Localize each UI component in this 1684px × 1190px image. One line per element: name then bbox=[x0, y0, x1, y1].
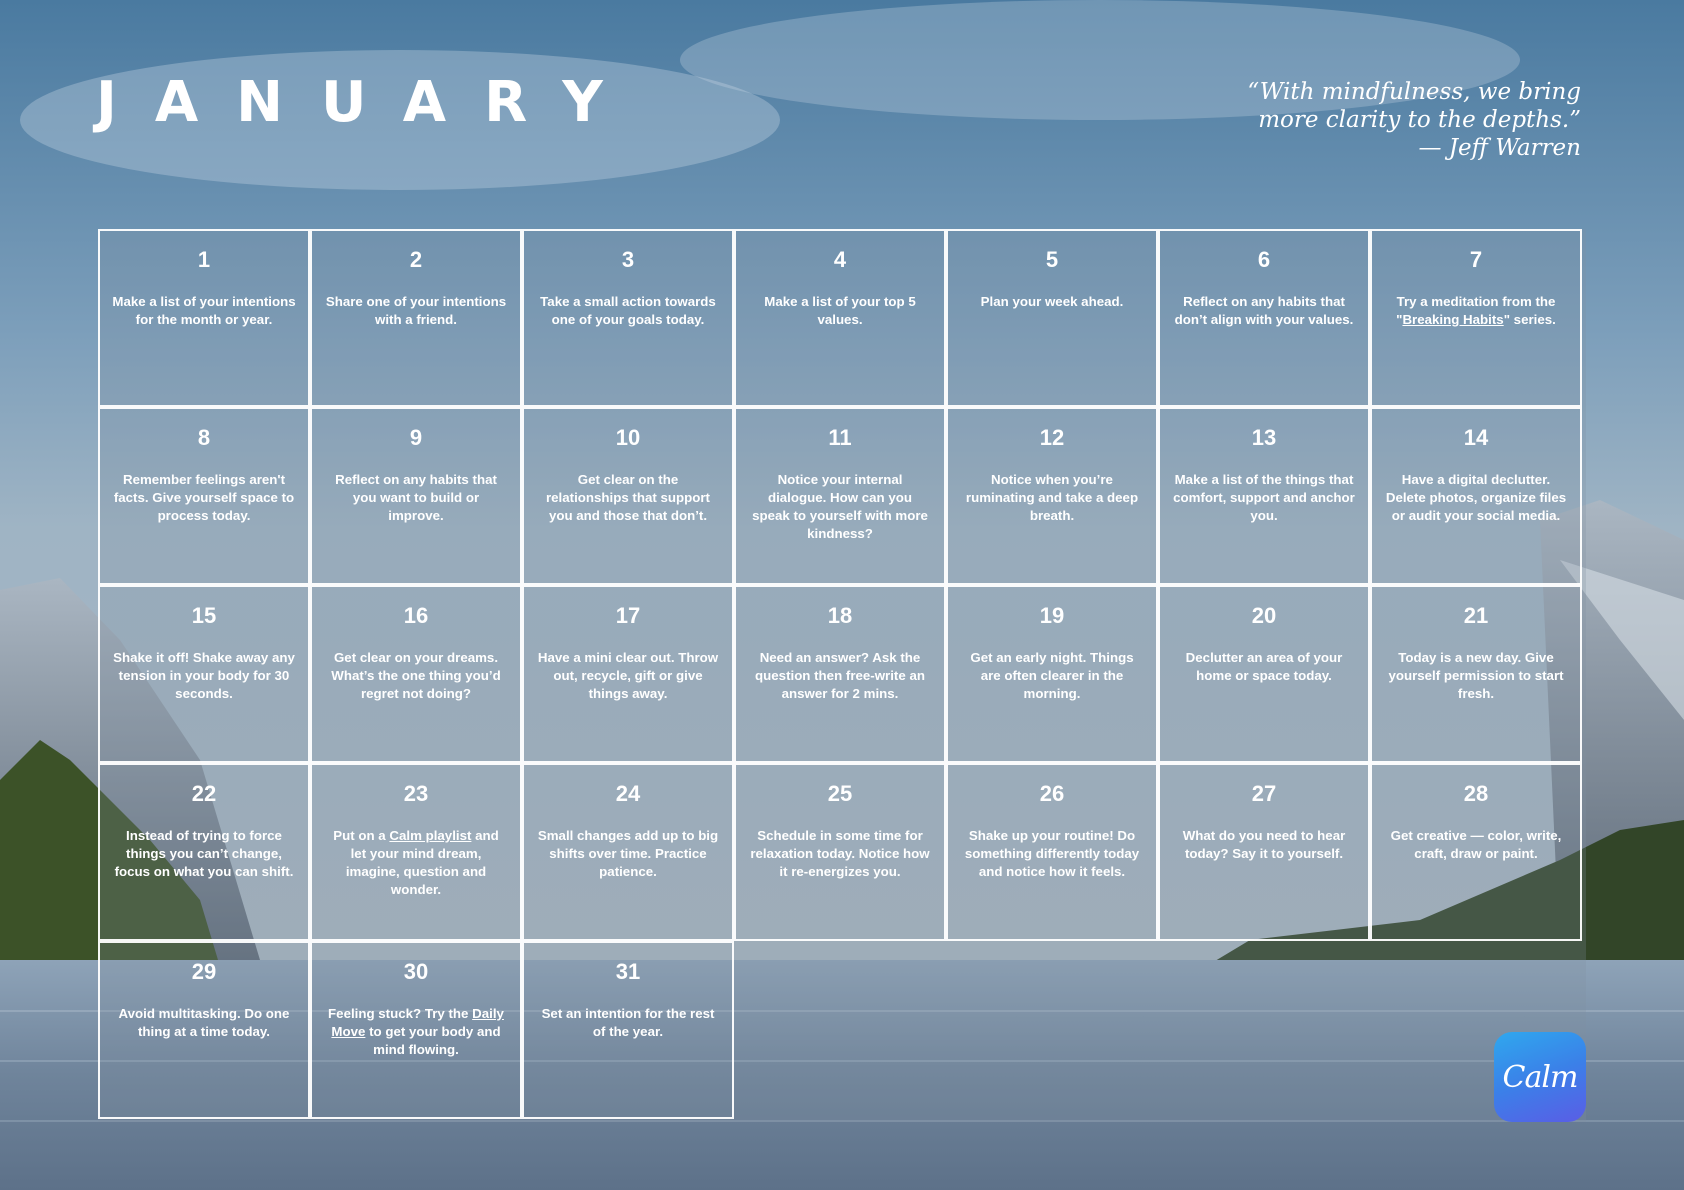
day-cell-15 bbox=[98, 585, 310, 763]
day-prompt-text: Share one of your intentions with a friend. bbox=[325, 294, 507, 327]
day-prompt bbox=[112, 827, 296, 881]
day-prompt-text: Get clear on the relationships that support you and those that don’t. bbox=[545, 472, 710, 523]
day-number: 13 bbox=[1251, 425, 1277, 450]
day-cell-26 bbox=[946, 763, 1158, 941]
day-cell-24 bbox=[522, 763, 734, 941]
day-prompt bbox=[1172, 471, 1356, 525]
day-cell-11 bbox=[734, 407, 946, 585]
day-number: 17 bbox=[615, 603, 641, 628]
day-cell-17 bbox=[522, 585, 734, 763]
day-prompt-link[interactable]: Breaking Habits bbox=[1402, 312, 1504, 327]
day-prompt bbox=[1384, 293, 1568, 329]
day-cell-7 bbox=[1370, 229, 1582, 407]
day-prompt bbox=[324, 1005, 508, 1059]
day-prompt-link[interactable]: Calm playlist bbox=[389, 828, 472, 843]
day-prompt-text: Take a small action towards one of your goals today. bbox=[540, 294, 716, 327]
day-prompt-text: Reflect on any habits that you want to build or improve. bbox=[335, 472, 497, 523]
day-prompt-text: Get creative — color, write, craft, draw or paint. bbox=[1390, 828, 1562, 861]
calendar-grid bbox=[98, 229, 1586, 1122]
quote bbox=[1021, 78, 1581, 162]
day-cell-21 bbox=[1370, 585, 1582, 763]
day-cell-10 bbox=[522, 407, 734, 585]
day-prompt-text: Get an early night. Things are often clearer in the morning. bbox=[970, 650, 1134, 701]
day-cell-9 bbox=[310, 407, 522, 585]
day-prompt-text: Put on a bbox=[333, 828, 390, 843]
day-number: 24 bbox=[615, 781, 641, 806]
day-cell-4 bbox=[734, 229, 946, 407]
day-prompt-text: " series. bbox=[1503, 312, 1556, 327]
day-cell-3 bbox=[522, 229, 734, 407]
day-number: 4 bbox=[833, 247, 847, 272]
day-cell-20 bbox=[1158, 585, 1370, 763]
day-prompt-text: Have a digital declutter. Delete photos, organize files or audit your social media. bbox=[1385, 472, 1567, 523]
day-prompt-text: Make a list of your top 5 values. bbox=[764, 294, 916, 327]
day-number: 1 bbox=[197, 247, 211, 272]
day-prompt-text: Small changes add up to big shifts over time. Practice patience. bbox=[537, 828, 719, 879]
day-prompt-text: Set an intention for the rest of the year. bbox=[541, 1006, 715, 1039]
day-prompt bbox=[960, 827, 1144, 881]
day-prompt bbox=[1384, 471, 1568, 525]
day-prompt bbox=[536, 827, 720, 881]
day-number: 28 bbox=[1463, 781, 1489, 806]
day-cell-14 bbox=[1370, 407, 1582, 585]
day-number: 18 bbox=[827, 603, 853, 628]
day-cell-23 bbox=[310, 763, 522, 941]
quote-line-1: “With mindfulness, we bring bbox=[1247, 79, 1581, 105]
day-prompt-text: to get your body and mind flowing. bbox=[365, 1024, 501, 1057]
day-cell-28 bbox=[1370, 763, 1582, 941]
day-prompt bbox=[1172, 649, 1356, 685]
day-prompt-text: and let your mind dream, imagine, question and wonder. bbox=[345, 828, 499, 897]
day-number: 21 bbox=[1463, 603, 1489, 628]
day-prompt bbox=[1172, 827, 1356, 863]
day-number: 15 bbox=[191, 603, 217, 628]
day-prompt-text: Have a mini clear out. Throw out, recycle, gift or give things away. bbox=[537, 650, 719, 701]
day-prompt bbox=[748, 471, 932, 543]
day-cell-18 bbox=[734, 585, 946, 763]
day-prompt-text: Plan your week ahead. bbox=[980, 294, 1124, 309]
day-cell-16 bbox=[310, 585, 522, 763]
day-cell-1 bbox=[98, 229, 310, 407]
day-prompt bbox=[536, 293, 720, 329]
day-number: 22 bbox=[191, 781, 217, 806]
day-prompt-text: What do you need to hear today? Say it to yourself. bbox=[1182, 828, 1346, 861]
day-prompt-text: Reflect on any habits that don’t align with your values. bbox=[1174, 294, 1354, 327]
day-prompt-text: Today is a new day. Give yourself permission to start fresh. bbox=[1388, 650, 1564, 701]
day-number: 10 bbox=[615, 425, 641, 450]
day-prompt bbox=[536, 649, 720, 703]
day-number: 26 bbox=[1039, 781, 1065, 806]
day-prompt-text: Remember feelings aren't facts. Give yourself space to process today. bbox=[113, 472, 295, 523]
day-prompt-link[interactable]: Daily Move bbox=[331, 1006, 504, 1039]
day-prompt bbox=[324, 471, 508, 525]
day-cell-5 bbox=[946, 229, 1158, 407]
day-prompt-text: Shake up your routine! Do something differently today and notice how it feels. bbox=[964, 828, 1140, 879]
day-cell-12 bbox=[946, 407, 1158, 585]
day-number: 20 bbox=[1251, 603, 1277, 628]
day-number: 9 bbox=[409, 425, 423, 450]
day-cell-22 bbox=[98, 763, 310, 941]
day-prompt bbox=[1172, 293, 1356, 329]
day-prompt bbox=[324, 649, 508, 703]
day-prompt-text: Need an answer? Ask the question then free-write an answer for 2 mins. bbox=[755, 650, 925, 701]
calm-logo-text: Calm bbox=[1502, 1059, 1578, 1095]
day-prompt bbox=[1384, 827, 1568, 863]
day-cell-19 bbox=[946, 585, 1158, 763]
day-prompt bbox=[748, 827, 932, 881]
day-number: 29 bbox=[191, 959, 217, 984]
day-prompt bbox=[748, 293, 932, 329]
day-number: 2 bbox=[409, 247, 423, 272]
day-cell-2 bbox=[310, 229, 522, 407]
day-number: 27 bbox=[1251, 781, 1277, 806]
day-number: 5 bbox=[1045, 247, 1059, 272]
day-number: 23 bbox=[403, 781, 429, 806]
day-number: 30 bbox=[403, 959, 429, 984]
day-prompt bbox=[960, 649, 1144, 703]
day-cell-31 bbox=[522, 941, 734, 1119]
day-prompt bbox=[112, 471, 296, 525]
day-prompt-text: Get clear on your dreams. What’s the one thing you’d regret not doing? bbox=[331, 650, 501, 701]
day-number: 31 bbox=[615, 959, 641, 984]
day-number: 12 bbox=[1039, 425, 1065, 450]
day-number: 25 bbox=[827, 781, 853, 806]
day-prompt-text: Avoid multitasking. Do one thing at a time today. bbox=[118, 1006, 290, 1039]
day-cell-27 bbox=[1158, 763, 1370, 941]
quote-author: — Jeff Warren bbox=[1418, 135, 1581, 161]
day-prompt-text: Try a meditation from the " bbox=[1396, 294, 1556, 327]
day-prompt bbox=[536, 471, 720, 525]
day-cell-13 bbox=[1158, 407, 1370, 585]
day-prompt-text: Notice your internal dialogue. How can you speak to yourself with more kindness? bbox=[752, 472, 928, 541]
day-number: 16 bbox=[403, 603, 429, 628]
day-prompt-text: Make a list of the things that comfort, support and anchor you. bbox=[1173, 472, 1355, 523]
day-prompt-text: Shake it off! Shake away any tension in your body for 30 seconds. bbox=[113, 650, 295, 701]
quote-line-2: more clarity to the depths.” bbox=[1258, 107, 1581, 133]
day-number: 6 bbox=[1257, 247, 1271, 272]
day-prompt-text: Schedule in some time for relaxation today. Notice how it re-energizes you. bbox=[750, 828, 930, 879]
day-prompt-text: Instead of trying to force things you can’t change, focus on what you can shift. bbox=[114, 828, 294, 879]
day-prompt bbox=[112, 1005, 296, 1041]
day-number: 3 bbox=[621, 247, 635, 272]
day-prompt bbox=[960, 293, 1144, 311]
day-prompt bbox=[112, 649, 296, 703]
day-prompt-text: Feeling stuck? Try the bbox=[328, 1006, 473, 1021]
day-prompt bbox=[960, 471, 1144, 525]
day-prompt-text: Notice when you’re ruminating and take a deep breath. bbox=[965, 472, 1139, 523]
day-prompt bbox=[748, 649, 932, 703]
day-cell-30 bbox=[310, 941, 522, 1119]
day-number: 7 bbox=[1469, 247, 1483, 272]
day-prompt-text: Declutter an area of your home or space today. bbox=[1185, 650, 1343, 683]
calm-logo[interactable] bbox=[1494, 1032, 1586, 1122]
day-cell-6 bbox=[1158, 229, 1370, 407]
day-prompt bbox=[536, 1005, 720, 1041]
day-prompt bbox=[112, 293, 296, 329]
day-number: 19 bbox=[1039, 603, 1065, 628]
day-cell-25 bbox=[734, 763, 946, 941]
day-prompt bbox=[1384, 649, 1568, 703]
day-cell-8 bbox=[98, 407, 310, 585]
month-title: JANUARY bbox=[96, 70, 641, 135]
day-prompt bbox=[324, 293, 508, 329]
day-prompt-text: Make a list of your intentions for the month or year. bbox=[112, 294, 296, 327]
day-number: 11 bbox=[828, 425, 852, 450]
day-number: 8 bbox=[197, 425, 211, 450]
day-cell-29 bbox=[98, 941, 310, 1119]
day-prompt bbox=[324, 827, 508, 899]
day-number: 14 bbox=[1463, 425, 1489, 450]
